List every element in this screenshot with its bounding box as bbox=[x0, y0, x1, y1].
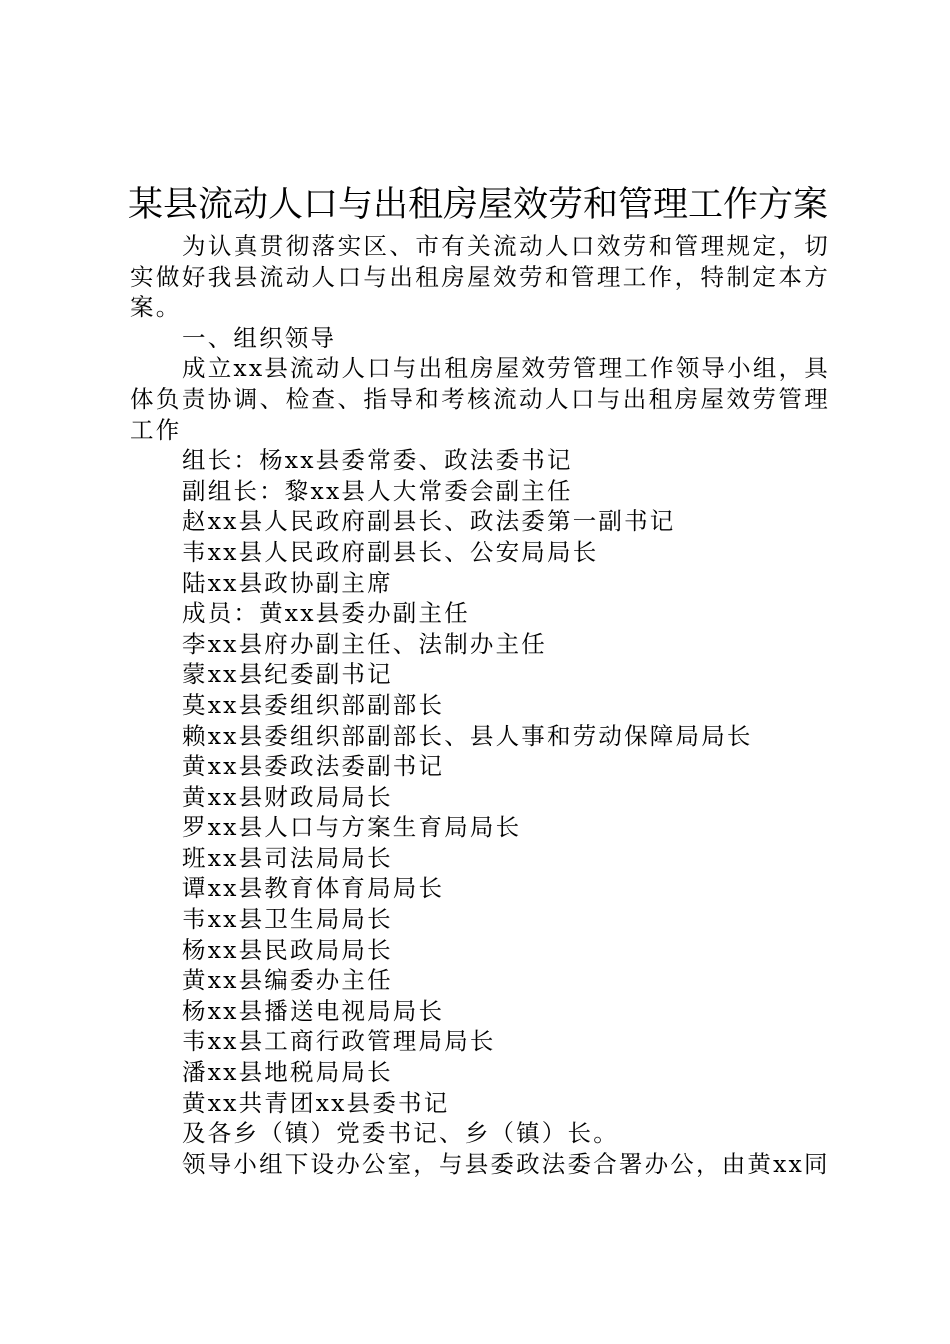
section-heading-organization: 一、组织领导 bbox=[182, 323, 337, 352]
member-line: 蒙xx县纪委副书记 bbox=[182, 660, 393, 689]
member-line: 莫xx县委组织部副部长 bbox=[182, 690, 445, 719]
member-line: 韦xx县卫生局局长 bbox=[182, 905, 393, 934]
member-line: 赖xx县委组织部副部长、县人事和劳动保障局局长 bbox=[182, 721, 753, 750]
member-line: 陆xx县政协副主席 bbox=[182, 568, 393, 597]
member-line: 班xx县司法局局长 bbox=[182, 843, 393, 872]
office-paragraph: 领导小组下设办公室，与县委政法委合署办公，由黄xx同 bbox=[182, 1149, 830, 1178]
member-line: 杨xx县播送电视局局长 bbox=[182, 996, 445, 1025]
member-line: 组长：杨xx县委常委、政法委书记 bbox=[182, 446, 573, 475]
member-line: 黄xx县委政法委副书记 bbox=[182, 752, 445, 781]
member-line: 李xx县府办副主任、法制办主任 bbox=[182, 629, 548, 658]
document-title: 某县流动人口与出租房屋效劳和管理工作方案 bbox=[128, 185, 829, 225]
member-line: 谭xx县教育体育局局长 bbox=[182, 874, 445, 903]
member-line: 潘xx县地税局局长 bbox=[182, 1058, 393, 1087]
member-line: 杨xx县民政局局长 bbox=[182, 935, 393, 964]
intro-paragraph: 为认真贯彻落实区、市有关流动人口效劳和管理规定，切实做好我县流动人口与出租房屋效劳和管理工作，特制定本方案。 bbox=[130, 232, 830, 322]
member-line: 韦xx县人民政府副县长、公安局局长 bbox=[182, 537, 599, 566]
member-line: 韦xx县工商行政管理局局长 bbox=[182, 1027, 496, 1056]
member-line: 成员：黄xx县委办副主任 bbox=[182, 599, 470, 628]
section-paragraph-leadership-group: 成立xx县流动人口与出租房屋效劳管理工作领导小组，具体负责协调、检查、指导和考核流动人口与出租房屋效劳管理工作 bbox=[130, 354, 830, 444]
member-line: 黄xx县编委办主任 bbox=[182, 966, 393, 995]
member-line: 黄xx县财政局局长 bbox=[182, 782, 393, 811]
document-body bbox=[130, 231, 830, 1179]
member-line: 及各乡（镇）党委书记、乡（镇）长。 bbox=[182, 1119, 619, 1148]
member-line: 赵xx县人民政府副县长、政法委第一副书记 bbox=[182, 507, 676, 536]
member-line: 副组长：黎xx县人大常委会副主任 bbox=[182, 476, 573, 505]
member-line: 罗xx县人口与方案生育局局长 bbox=[182, 813, 522, 842]
member-line: 黄xx共青团xx县委书记 bbox=[182, 1088, 450, 1117]
